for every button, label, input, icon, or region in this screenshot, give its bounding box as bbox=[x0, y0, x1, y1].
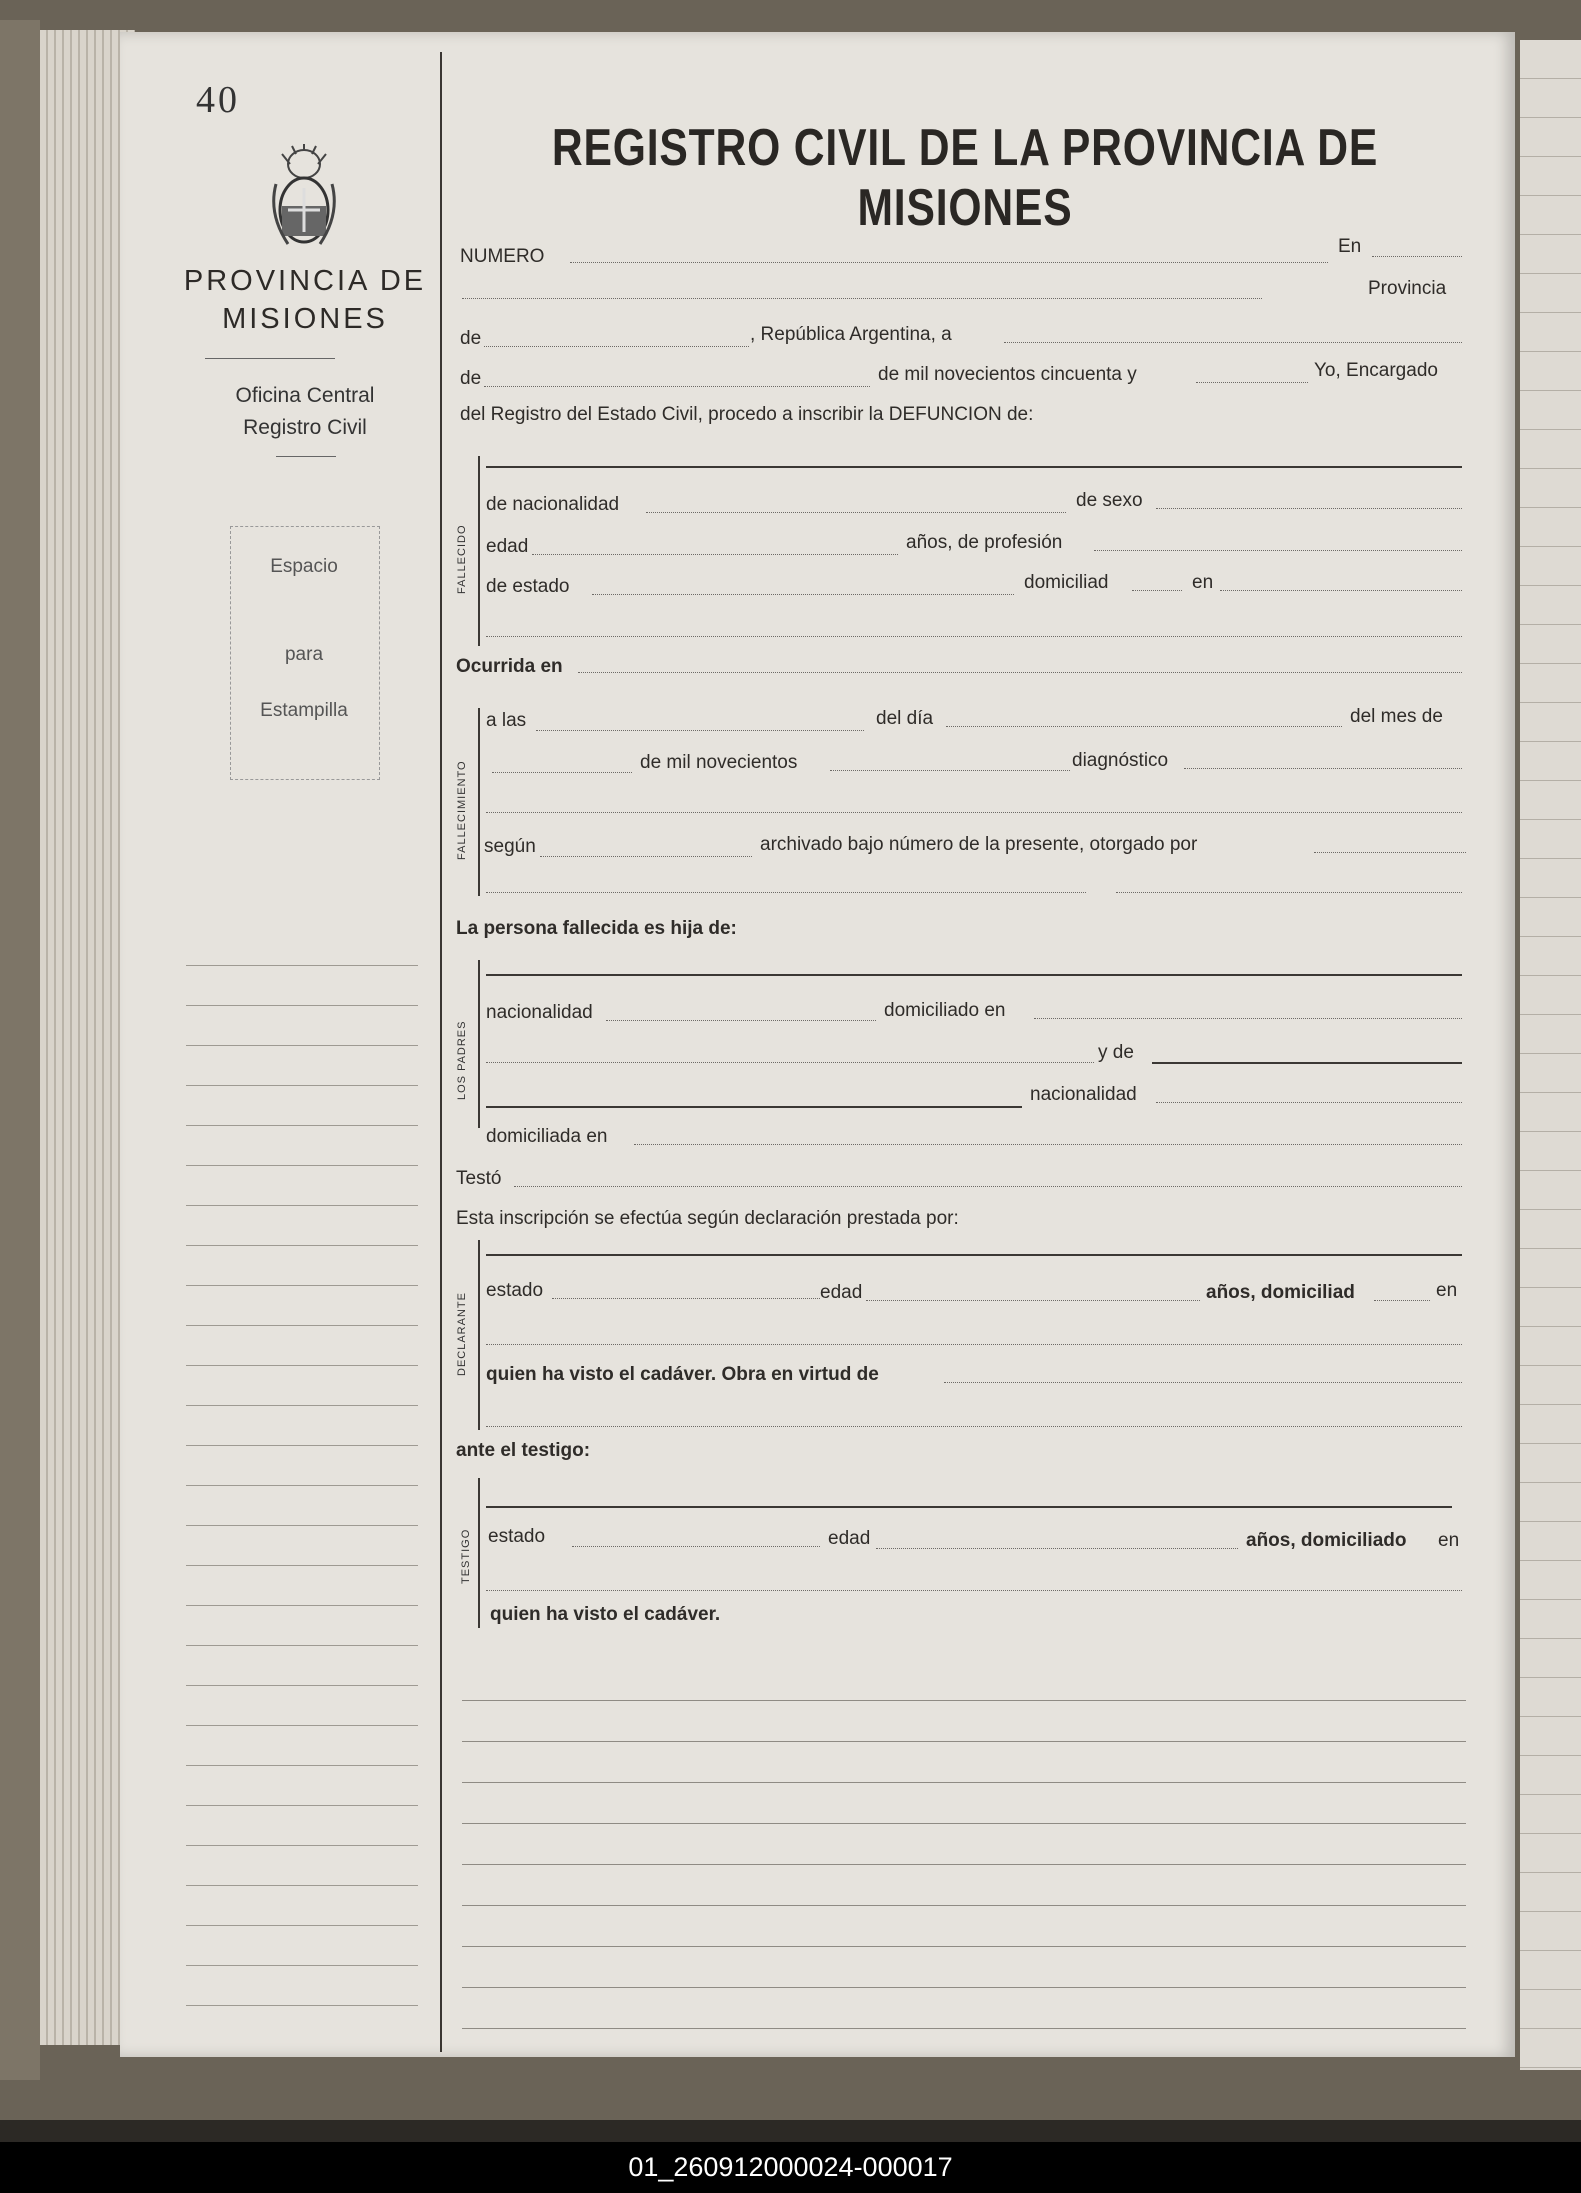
stamp-label: Estampilla bbox=[260, 700, 348, 721]
stamp-label: para bbox=[284, 644, 324, 665]
argentine-coat-of-arms-icon bbox=[268, 144, 340, 250]
label-edad: edad bbox=[486, 536, 529, 557]
side-label-declarante: DECLARANTE bbox=[456, 1292, 468, 1376]
label-de: de bbox=[460, 328, 482, 349]
label-hija-de: La persona fallecida es hija de: bbox=[456, 918, 737, 939]
label-y-de: y de bbox=[1098, 1042, 1134, 1063]
blank-line bbox=[1220, 590, 1462, 591]
label-del-dia: del día bbox=[876, 708, 934, 729]
blank-line bbox=[606, 1020, 876, 1021]
side-label-testigo: TESTIGO bbox=[460, 1528, 472, 1584]
divider bbox=[276, 456, 336, 457]
label-en: En bbox=[1338, 236, 1362, 257]
page-title: REGISTRO CIVIL DE LA PROVINCIA DE MISIONES bbox=[551, 119, 1379, 237]
stamp-label: Espacio bbox=[270, 556, 338, 577]
label-mil-novecientos: de mil novecientos cincuenta y bbox=[878, 364, 1137, 385]
side-label-fallecido: FALLECIDO bbox=[456, 524, 468, 594]
label-estado: estado bbox=[488, 1526, 546, 1547]
blank-line bbox=[572, 1546, 820, 1547]
province-line2: MISIONES bbox=[222, 303, 388, 335]
blank-line bbox=[946, 726, 1342, 727]
label-edad: edad bbox=[820, 1282, 863, 1303]
label-estado: de estado bbox=[486, 576, 570, 597]
label-del-mes: del mes de bbox=[1350, 706, 1443, 727]
label-quien-testigo: quien ha visto el cadáver. bbox=[490, 1604, 721, 1625]
province-line1: PROVINCIA DE bbox=[183, 265, 427, 297]
label-ocurrida: Ocurrida en bbox=[456, 656, 563, 677]
blank-line bbox=[1094, 550, 1462, 551]
label-nacionalidad: nacionalidad bbox=[1030, 1084, 1137, 1105]
name-line bbox=[486, 1254, 1462, 1256]
label-en: en bbox=[1192, 572, 1214, 593]
margin-lines bbox=[186, 926, 418, 2031]
label-en: en bbox=[1438, 1530, 1460, 1551]
blank-line bbox=[486, 1590, 1462, 1591]
blank-line bbox=[552, 1298, 820, 1299]
blank-line bbox=[486, 892, 1086, 893]
blank-line bbox=[484, 346, 749, 347]
label-en: en bbox=[1436, 1280, 1458, 1301]
blank-line bbox=[486, 812, 1462, 813]
name-line bbox=[486, 1506, 1452, 1508]
section-bracket bbox=[478, 1478, 480, 1628]
label-yo-encargado: Yo, Encargado bbox=[1314, 360, 1438, 381]
label-archivado: archivado bajo número de la presente, otorgado por bbox=[760, 834, 1198, 855]
divider bbox=[205, 358, 335, 359]
blank-line bbox=[592, 594, 1014, 595]
label-domiciliad: domiciliad bbox=[1024, 572, 1109, 593]
blank-line bbox=[1374, 1300, 1430, 1301]
office-line1: Oficina Central bbox=[235, 384, 375, 407]
label-ante-testigo: ante el testigo: bbox=[456, 1440, 591, 1461]
blank-line bbox=[514, 1186, 1462, 1187]
name-line bbox=[486, 1106, 1022, 1108]
section-bracket bbox=[478, 960, 480, 1128]
section-bracket bbox=[478, 1240, 480, 1430]
blank-line bbox=[570, 262, 1328, 263]
blank-line bbox=[540, 856, 752, 857]
blank-line bbox=[1156, 508, 1462, 509]
footer-id: 01_260912000024-000017 bbox=[0, 2142, 1581, 2193]
label-domiciliado-en: domiciliado en bbox=[884, 1000, 1006, 1021]
label-domiciliada-en: domiciliada en bbox=[486, 1126, 608, 1147]
office-name bbox=[200, 380, 410, 444]
section-bracket bbox=[478, 708, 480, 896]
label-de: de bbox=[460, 368, 482, 389]
label-anos-domiciliado: años, domiciliado bbox=[1246, 1530, 1407, 1551]
name-line bbox=[486, 466, 1462, 468]
ruled-lines bbox=[462, 1660, 1466, 2040]
section-bracket bbox=[478, 456, 480, 646]
facing-page-lines bbox=[1520, 40, 1581, 2070]
blank-line bbox=[1372, 256, 1462, 257]
blank-line bbox=[486, 1344, 1462, 1345]
label-a-las: a las bbox=[486, 710, 527, 731]
blank-line bbox=[486, 1426, 1462, 1427]
label-anos-domiciliad: años, domiciliad bbox=[1206, 1282, 1355, 1303]
blank-line bbox=[1034, 1018, 1462, 1019]
blank-line bbox=[486, 1062, 1094, 1063]
side-label-padres: LOS PADRES bbox=[456, 1020, 468, 1100]
blank-line bbox=[830, 770, 1070, 771]
label-numero: NUMERO bbox=[460, 246, 545, 267]
label-nacionalidad: nacionalidad bbox=[486, 1002, 593, 1023]
side-label-fallecimiento: FALLECIMIENTO bbox=[456, 760, 468, 860]
blank-line bbox=[486, 636, 1462, 637]
label-quien-obra: quien ha visto el cadáver. Obra en virtud de bbox=[486, 1364, 879, 1385]
blank-line bbox=[484, 386, 870, 387]
blank-line bbox=[1196, 382, 1308, 383]
blank-line bbox=[634, 1144, 1462, 1145]
label-segun: según bbox=[484, 836, 536, 857]
label-edad: edad bbox=[828, 1528, 871, 1549]
blank-line bbox=[1156, 1102, 1462, 1103]
name-line bbox=[1152, 1062, 1462, 1064]
label-nacionalidad: de nacionalidad bbox=[486, 494, 620, 515]
label-registro: del Registro del Estado Civil, procedo a inscribir la DEFUNCION de: bbox=[460, 404, 1034, 425]
name-line bbox=[486, 974, 1462, 976]
label-mil-novecientos: de mil novecientos bbox=[640, 752, 798, 773]
office-line2: Registro Civil bbox=[243, 416, 367, 439]
label-republica: , República Argentina, a bbox=[750, 324, 952, 345]
blank-line bbox=[578, 672, 1462, 673]
blank-line bbox=[866, 1300, 1200, 1301]
blank-line bbox=[462, 298, 1262, 299]
blank-line bbox=[1184, 768, 1462, 769]
page-number: 40 bbox=[196, 79, 240, 121]
label-estado: estado bbox=[486, 1280, 544, 1301]
label-profesion: años, de profesión bbox=[906, 532, 1063, 553]
blank-line bbox=[536, 730, 864, 731]
blank-line bbox=[492, 772, 632, 773]
label-declaracion: Esta inscripción se efectúa según declaración prestada por: bbox=[456, 1208, 959, 1229]
blank-line bbox=[532, 554, 898, 555]
label-provincia: Provincia bbox=[1368, 278, 1447, 299]
blank-line bbox=[944, 1382, 1462, 1383]
label-diagnostico: diagnóstico bbox=[1072, 750, 1169, 771]
label-sexo: de sexo bbox=[1076, 490, 1143, 511]
blank-line bbox=[646, 512, 1066, 513]
blank-line bbox=[1132, 590, 1182, 591]
blank-line bbox=[1004, 342, 1462, 343]
province-name bbox=[170, 262, 440, 338]
label-testo: Testó bbox=[456, 1168, 502, 1189]
column-divider bbox=[440, 52, 442, 2052]
blank-line bbox=[1314, 852, 1466, 853]
blank-line bbox=[1116, 892, 1462, 893]
blank-line bbox=[876, 1548, 1238, 1549]
book-spine-cloth bbox=[0, 20, 40, 2080]
bottom-strip bbox=[0, 2120, 1581, 2142]
